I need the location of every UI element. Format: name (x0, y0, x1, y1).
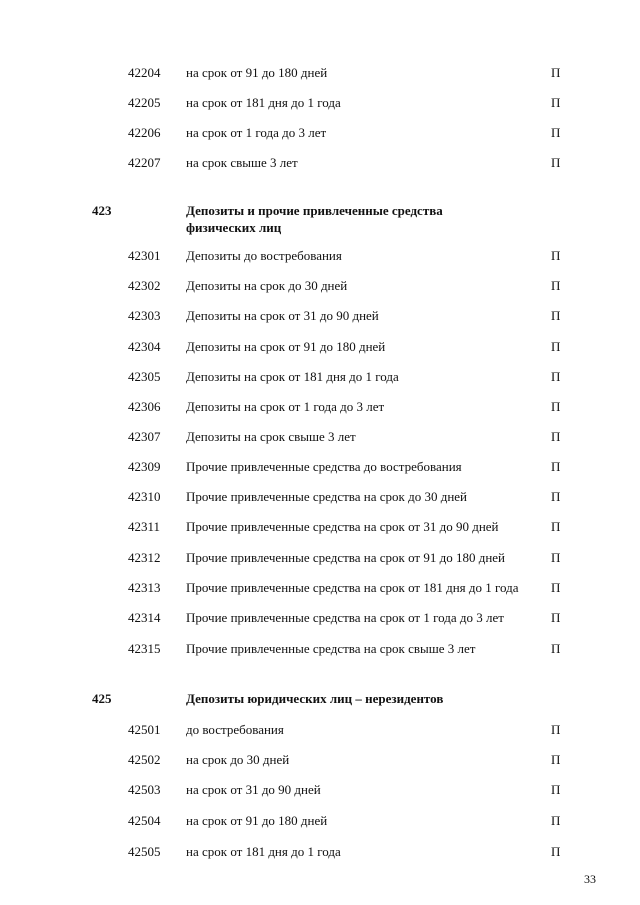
account-code: 42502 (128, 752, 161, 767)
account-description: на срок до 30 дней (186, 752, 290, 767)
account-type: П (551, 844, 561, 859)
account-description: Депозиты до востребования (186, 248, 342, 263)
account-type: П (551, 610, 561, 625)
account-description: Прочие привлеченные средства на срок свыше 3 лет (186, 641, 476, 656)
account-code: 42206 (128, 125, 161, 140)
account-code: 42204 (128, 65, 161, 80)
account-code: 42205 (128, 95, 161, 110)
section-code: 425 (92, 691, 112, 706)
account-type: П (551, 489, 561, 504)
account-type: П (551, 459, 561, 474)
account-code: 42303 (128, 308, 161, 323)
account-type: П (551, 125, 561, 140)
account-row (0, 487, 640, 507)
account-code: 42314 (128, 610, 161, 625)
account-row (0, 63, 640, 83)
account-type: П (551, 429, 561, 444)
account-type: П (551, 369, 561, 384)
account-description: на срок от 31 до 90 дней (186, 782, 321, 797)
account-code: 42310 (128, 489, 161, 504)
account-description: Депозиты на срок от 31 до 90 дней (186, 308, 379, 323)
account-description: Депозиты на срок свыше 3 лет (186, 429, 356, 444)
account-row (0, 720, 640, 740)
account-code: 42315 (128, 641, 161, 656)
account-row (0, 517, 640, 537)
account-type: П (551, 95, 561, 110)
account-code: 42504 (128, 813, 161, 828)
account-description: Депозиты на срок до 30 дней (186, 278, 348, 293)
section-title: Депозиты и прочие привлеченные средства физических лиц (186, 203, 443, 235)
account-row (0, 842, 640, 862)
account-type: П (551, 641, 561, 656)
account-type: П (551, 248, 561, 263)
account-description: на срок от 181 дня до 1 года (186, 95, 341, 110)
account-description: на срок от 1 года до 3 лет (186, 125, 327, 140)
account-row (0, 548, 640, 568)
account-code: 42503 (128, 782, 161, 797)
account-type: П (551, 65, 561, 80)
account-type: П (551, 519, 561, 534)
account-description: Прочие привлеченные средства на срок от 31 до 90 дней (186, 519, 499, 534)
account-description: Прочие привлеченные средства до востребования (186, 459, 462, 474)
account-code: 42304 (128, 339, 161, 354)
account-code: 42306 (128, 399, 161, 414)
account-code: 42207 (128, 155, 161, 170)
account-code: 42307 (128, 429, 161, 444)
account-type: П (551, 580, 561, 595)
account-row (0, 306, 640, 326)
account-description: Прочие привлеченные средства на срок от 91 до 180 дней (186, 550, 506, 565)
account-description: Прочие привлеченные средства на срок от 181 дня до 1 года (186, 580, 519, 595)
account-code: 42501 (128, 722, 161, 737)
account-type: П (551, 339, 561, 354)
account-row (0, 608, 640, 628)
account-row (0, 639, 640, 659)
account-row (0, 780, 640, 800)
account-description: Депозиты на срок от 1 года до 3 лет (186, 399, 385, 414)
account-code: 42305 (128, 369, 161, 384)
account-description: Депозиты на срок от 181 дня до 1 года (186, 369, 399, 384)
account-type: П (551, 752, 561, 767)
account-type: П (551, 155, 561, 170)
account-row (0, 750, 640, 770)
account-description: до востребования (186, 722, 284, 737)
account-type: П (551, 782, 561, 797)
account-code: 42301 (128, 248, 161, 263)
page-number: 33 (584, 872, 596, 886)
account-description: на срок от 91 до 180 дней (186, 813, 328, 828)
account-type: П (551, 813, 561, 828)
section-title: Депозиты юридических лиц – нерезидентов (186, 691, 444, 706)
account-row (0, 276, 640, 296)
account-row (0, 811, 640, 831)
account-code: 42505 (128, 844, 161, 859)
account-row (0, 153, 640, 173)
account-row (0, 93, 640, 113)
account-description: на срок от 91 до 180 дней (186, 65, 328, 80)
account-type: П (551, 722, 561, 737)
account-description: Депозиты на срок от 91 до 180 дней (186, 339, 386, 354)
account-code: 42309 (128, 459, 161, 474)
account-description: Прочие привлеченные средства на срок от 1 года до 3 лет (186, 610, 504, 625)
account-type: П (551, 399, 561, 414)
account-row (0, 337, 640, 357)
account-row (0, 427, 640, 447)
account-description: на срок свыше 3 лет (186, 155, 298, 170)
account-description: Прочие привлеченные средства на срок до 30 дней (186, 489, 468, 504)
account-code: 42313 (128, 580, 161, 595)
account-row (0, 123, 640, 143)
account-row (0, 367, 640, 387)
account-type: П (551, 550, 561, 565)
account-code: 42312 (128, 550, 161, 565)
account-type: П (551, 278, 561, 293)
section-code: 423 (92, 203, 112, 218)
account-row (0, 457, 640, 477)
account-row (0, 578, 640, 598)
account-code: 42302 (128, 278, 161, 293)
account-code: 42311 (128, 519, 161, 534)
account-type: П (551, 308, 561, 323)
account-row (0, 246, 640, 266)
account-description: на срок от 181 дня до 1 года (186, 844, 341, 859)
account-row (0, 397, 640, 417)
